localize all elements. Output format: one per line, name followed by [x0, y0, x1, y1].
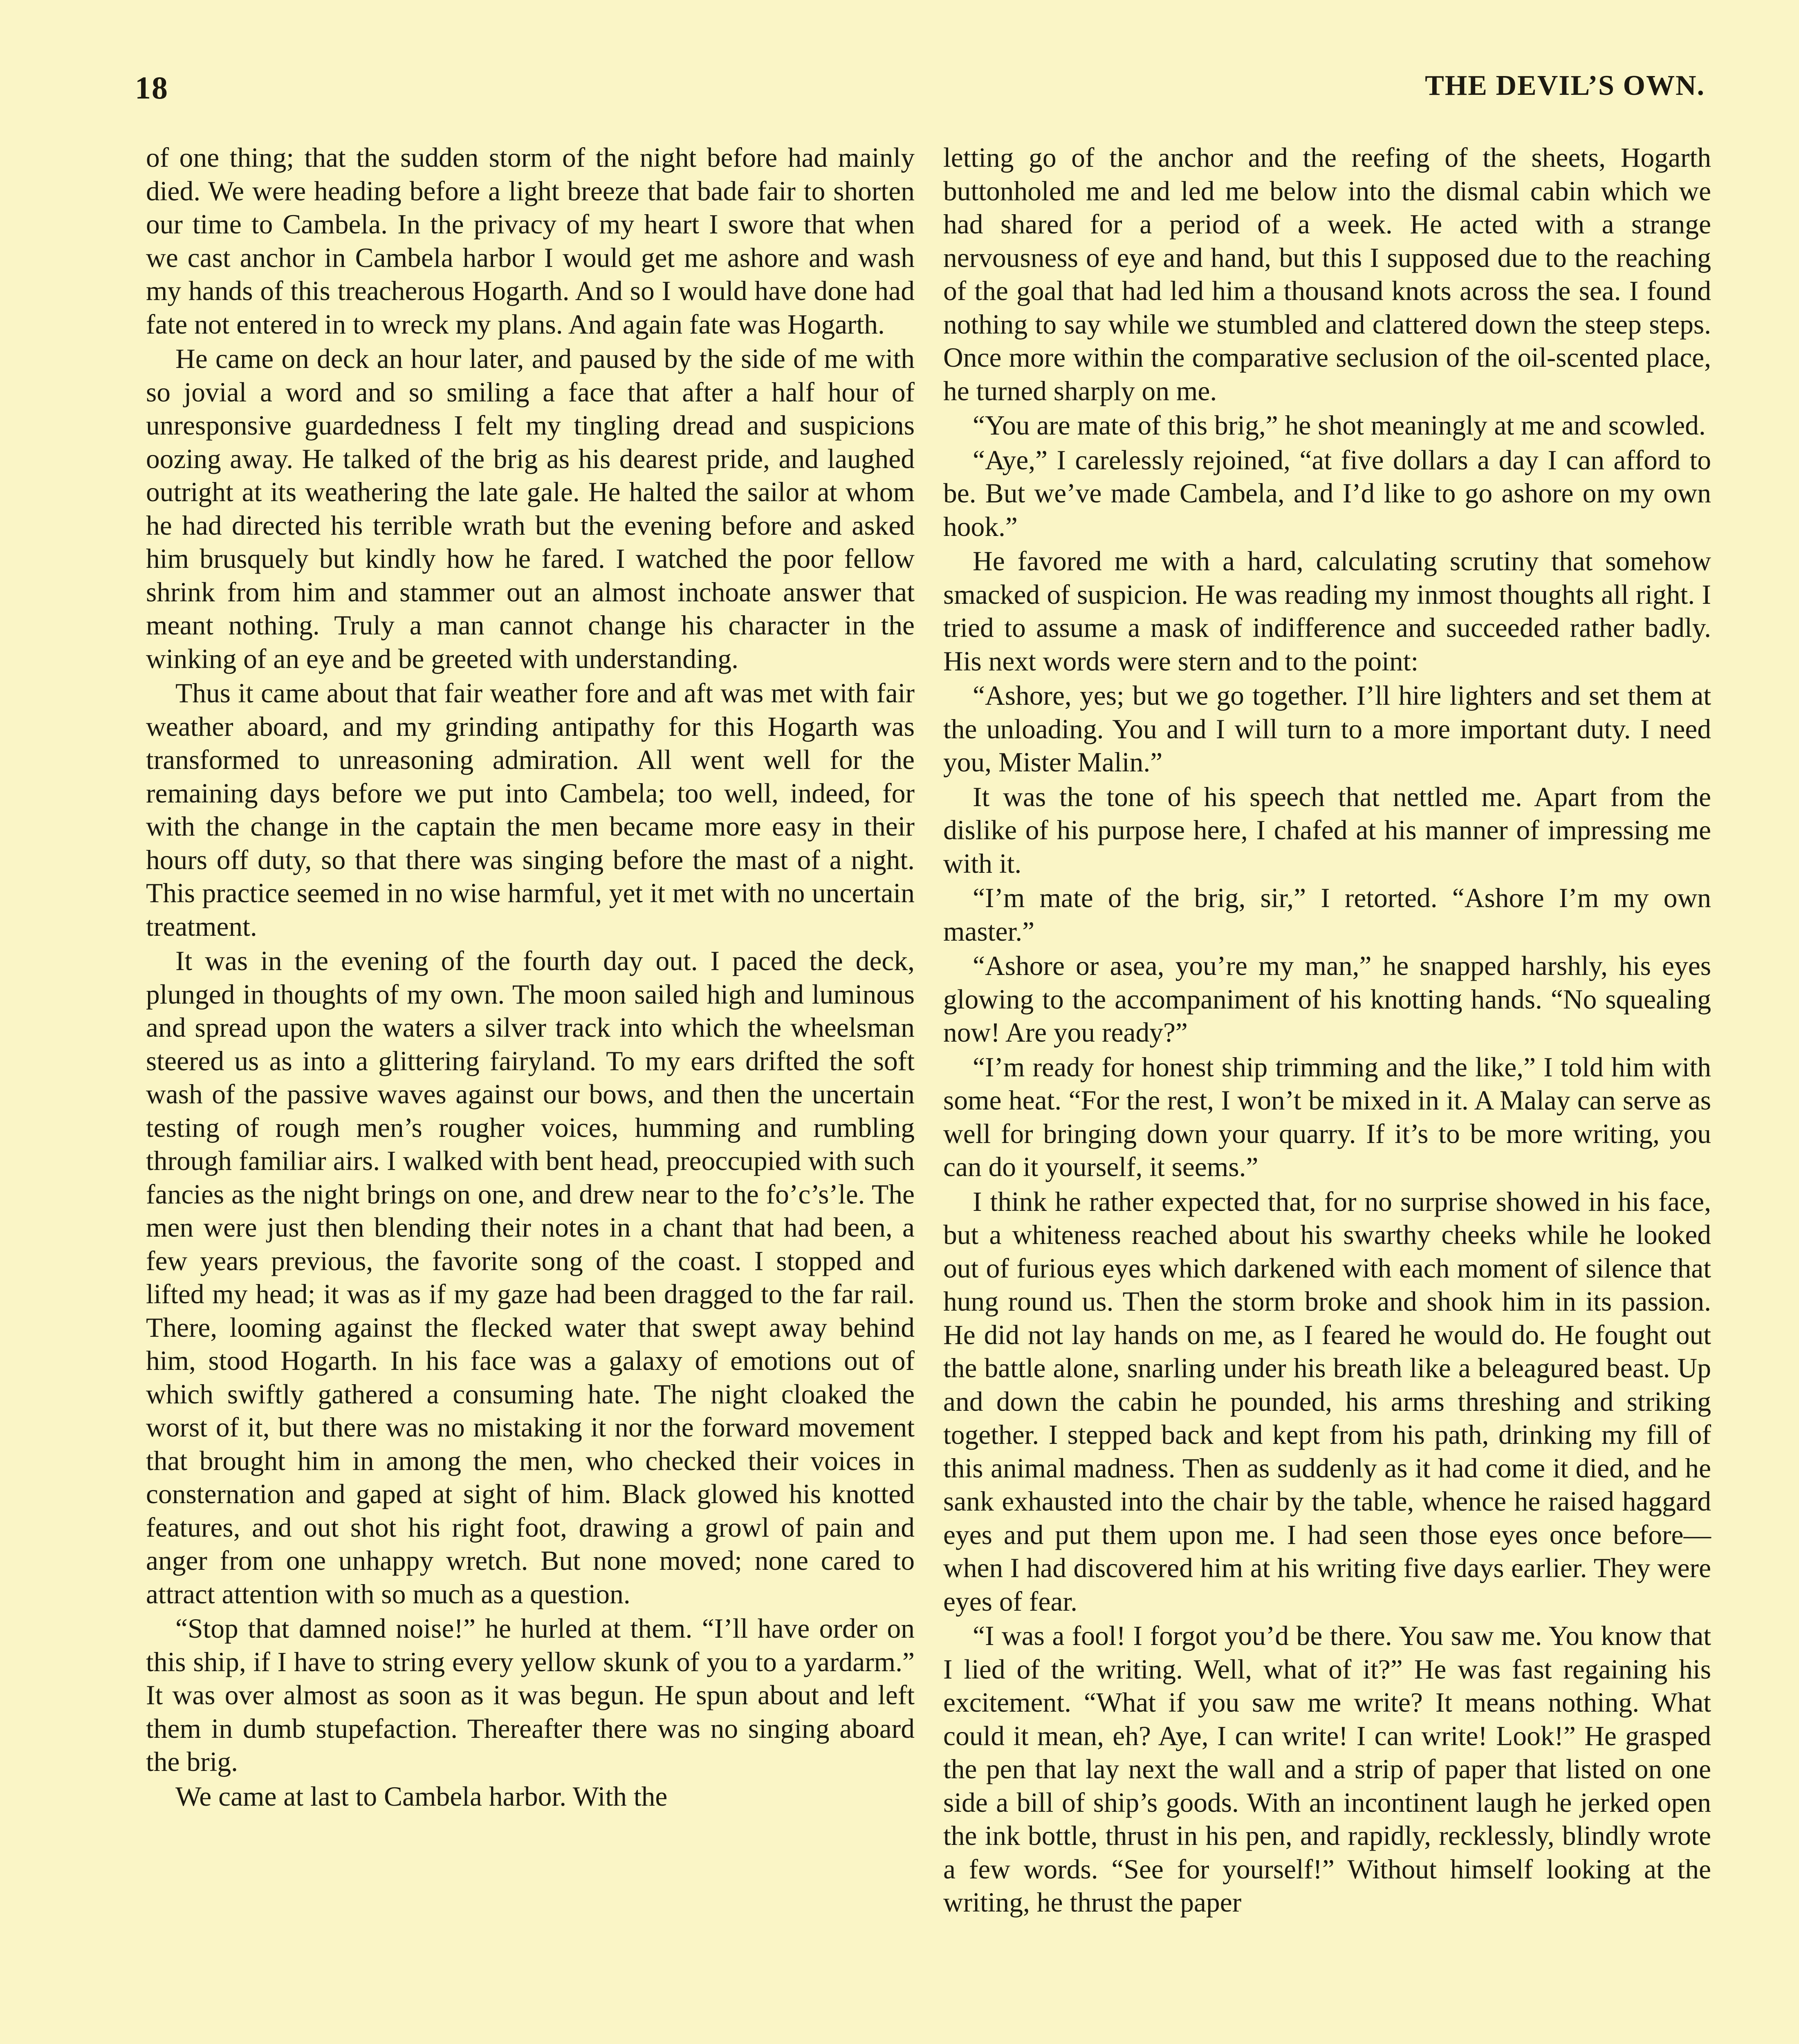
paragraph: of one thing; that the sudden storm of the night before had mainly died. We were heading before a light breeze that bade fair to shorten our time to Cambela. In the privacy of my heart I swore that when we cast anchor in Cambela harbor I would get me ashore and wash my hands of this treacherous Hogarth. And so I would have done had fate not entered in to wreck my plans. And again fate was Hogarth. [146, 142, 915, 340]
paragraph: He favored me with a hard, calculating scrutiny that somehow smacked of suspicion. He was reading my inmost thoughts all right. I tried to assume a mask of indifference and succeeded rather badly. His next words were stern and to the point: [943, 546, 1711, 677]
paragraph: “You are mate of this brig,” he shot meaningly at me and scowled. [973, 410, 1706, 441]
paragraph: “Ashore, yes; but we go together. I’ll hire lighters and set them at the unloading. You and I will turn to a more important duty. I need you, Mister Malin.” [943, 680, 1711, 778]
paragraph: We came at last to Cambela harbor. With the [175, 1781, 668, 1812]
paragraph: “I’m ready for honest ship trimming and the like,” I told him with some heat. “For the rest, I won’t be mixed in it. A Malay can serve as well for bringing down your quarry. If it’s to be more writing, you can do it yourself, it seems.” [943, 1051, 1711, 1182]
right-column [943, 141, 1711, 1921]
left-column [146, 141, 915, 1814]
paragraph: He came on deck an hour later, and paused by the side of me with so jovial a word and so smiling a face that after a half hour of unresponsive guardedness I felt my tingling dread and suspicions oozing away. He talked of the brig as his dearest pride, and laughed outright at its weathering the late gale. He halted the sailor at whom he had directed his terrible wrath but the evening before and asked him brusquely but kindly how he fared. I watched the poor fellow shrink from him and stammer out an almost inchoate answer that meant nothing. Truly a man cannot change his character in the winking of an eye and be greeted with understanding. [146, 343, 915, 674]
paragraph: “I’m mate of the brig, sir,” I retorted. “Ashore I’m my own master.” [943, 883, 1711, 947]
paragraph: It was in the evening of the fourth day out. I paced the deck, plunged in thoughts of my own. The moon sailed high and luminous and spread upon the waters a silver track into which the wheelsman steered us as into a glittering fairyland. To my ears drifted the soft wash of the passive waves against our bows, and then the uncertain testing of rough men’s rougher voices, humming and rumbling through familiar airs. I walked with bent head, preoccupied with such fancies as the night brings on one, and drew near to the fo’c’s’le. The men were just then blending their notes in a chant that had been, a few years previous, the favorite song of the coast. I stopped and lifted my head; it was as if my gaze had been dragged to the far rail. There, looming against the flecked water that swept away behind him, stood Hogarth. In his face was a galaxy of emotions out of which swiftly gathered a consuming hate. The night cloaked the worst of it, but there was no mistaking it nor the forward movement that brought him in among the men, who checked their voices in consternation and gaped at sight of him. Black glowed his knotted features, and out shot his right foot, drawing a growl of pain and anger from one unhappy wretch. But none moved; none cared to attract attention with so much as a question. [146, 946, 915, 1609]
paragraph: “Stop that damned noise!” he hurled at them. “I’ll have order on this ship, if I have to string every yellow skunk of you to a yardarm.” It was over almost as soon as it was begun. He spun about and left them in dumb stupefaction. Thereafter there was no singing aboard the brig. [146, 1613, 915, 1777]
paragraph: “I was a fool! I forgot you’d be there. You saw me. You know that I lied of the writing. Well, what of it?” He was fast regaining his excitement. “What if you saw me write? It means nothing. What could it mean, eh? Aye, I can write! I can write! Look!” He grasped the pen that lay next the wall and a strip of paper that listed on one side a bill of ship’s goods. With an incontinent laugh he jerked open the ink bottle, thrust in his pen, and rapidly, recklessly, blindly wrote a few words. “See for yourself!” Without himself looking at the writing, he thrust the paper [943, 1620, 1711, 1918]
paragraph: I think he rather expected that, for no surprise showed in his face, but a whiteness reached about his swarthy cheeks while he looked out of furious eyes which darkened with each moment of silence that hung round us. Then the storm broke and shook him in its passion. He did not lay hands on me, as I feared he would do. He fought out the battle alone, snarling under his breath like a beleagured beast. Up and down the cabin he pounded, his arms threshing and striking together. I stepped back and kept from his path, drinking my fill of this animal madness. Then as suddenly as it had come it died, and he sank exhausted into the chair by the table, whence he raised haggard eyes and put them upon me. I had seen those eyes once before—when I had discovered him at his writing five days earlier. They were eyes of fear. [943, 1186, 1711, 1617]
paragraph: letting go of the anchor and the reefing of the sheets, Hogarth buttonholed me and led me below into the dismal cabin which we had shared for a period of a week. He acted with a strange nervousness of eye and hand, but this I supposed due to the reaching of the goal that had led him a thousand knots across the sea. I found nothing to say while we stumbled and clattered down the steep steps. Once more within the comparative seclusion of the oil-scented place, he turned sharply on me. [943, 142, 1711, 406]
running-title: THE DEVIL’S OWN. [1425, 70, 1705, 101]
paragraph: “Aye,” I carelessly rejoined, “at five dollars a day I can afford to be. But we’ve made Cambela, and I’d like to go ashore on my own hook.” [943, 444, 1711, 542]
paragraph: “Ashore or asea, you’re my man,” he snapped harshly, his eyes glowing to the accompaniment of his knotting hands. “No squealing now! Are you ready?” [943, 950, 1711, 1048]
page-header [135, 69, 1705, 119]
page-number: 18 [135, 70, 168, 105]
paragraph: Thus it came about that fair weather fore and aft was met with fair weather aboard, and my grinding antipathy for this Hogarth was transformed to unreasoning admiration. All went well for the remaining days before we put into Cambela; too well, indeed, for with the change in the captain the men became more easy in their hours off duty, so that there was singing before the mast of a night. This practice seemed in no wise harmful, yet it met with no uncertain treatment. [146, 678, 915, 942]
paragraph: It was the tone of his speech that nettled me. Apart from the dislike of his purpose here, I chafed at his manner of impressing me with it. [943, 781, 1711, 879]
